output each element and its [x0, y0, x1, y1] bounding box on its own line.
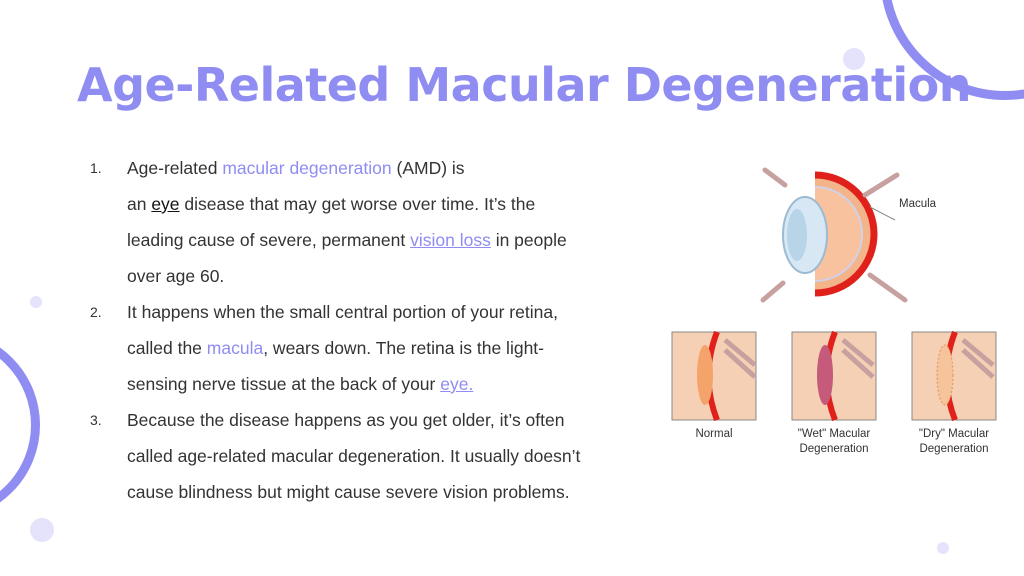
panel-label-normal	[672, 427, 756, 442]
text-run: called the	[127, 338, 207, 358]
panel-label-line: Degeneration	[799, 443, 869, 455]
vision-loss-link[interactable]: vision loss	[410, 230, 491, 250]
text-run: It happens when the small central portion of your retina,	[127, 302, 558, 322]
text-run: disease that may get worse over time. It’s the	[179, 194, 536, 214]
list-item	[90, 150, 650, 294]
eye-illustration	[665, 165, 1005, 465]
text-run: over age 60.	[127, 266, 225, 286]
bullet-list	[90, 150, 650, 510]
dry-amd-panel	[912, 332, 996, 420]
eye-diagram	[665, 165, 1005, 465]
text-run: Because the disease happens as you get older, it’s often	[127, 410, 565, 430]
text-run: , wears down. The retina is the light-	[263, 338, 544, 358]
wet-amd-panel	[792, 332, 876, 420]
eye-link[interactable]: eye.	[440, 374, 474, 394]
text-run: in people	[490, 230, 567, 250]
panel-label-line: "Wet" Macular	[797, 428, 871, 440]
text-run: leading cause of severe, permanent	[127, 230, 411, 250]
list-item	[90, 294, 650, 402]
text-run: sensing nerve tissue at the back of your	[127, 374, 441, 394]
decorative-dot	[30, 518, 54, 542]
list-number: 3.	[90, 412, 102, 428]
text-run: Age-related	[127, 158, 223, 178]
normal-eye-panel	[672, 332, 756, 420]
eye-cross-section	[763, 170, 905, 300]
decorative-ring-left	[0, 330, 40, 520]
text-run: an	[127, 194, 152, 214]
panel-label-line: Degeneration	[919, 443, 989, 455]
macula-label: Macula	[899, 198, 937, 210]
text-run: cause blindness but might cause severe vision problems.	[127, 482, 570, 502]
decorative-dot	[30, 296, 42, 308]
list-number: 1.	[90, 160, 102, 176]
panel-label-line: Normal	[695, 428, 733, 440]
highlight-text: macula	[206, 338, 264, 358]
list-number: 2.	[90, 304, 102, 320]
list-item	[90, 402, 650, 510]
text-run: (AMD) is	[391, 158, 465, 178]
slide-title: Age-Related Macular Degeneration	[77, 58, 972, 112]
panel-label-wet	[782, 427, 886, 457]
eye-link[interactable]: eye	[151, 194, 180, 214]
highlight-text: macular degeneration	[222, 158, 392, 178]
panel-label-line: "Dry" Macular	[918, 428, 990, 440]
text-run: called age-related macular degeneration. It usually doesn’t	[127, 446, 581, 466]
panel-label-dry	[902, 427, 1006, 457]
decorative-dot	[937, 542, 949, 554]
